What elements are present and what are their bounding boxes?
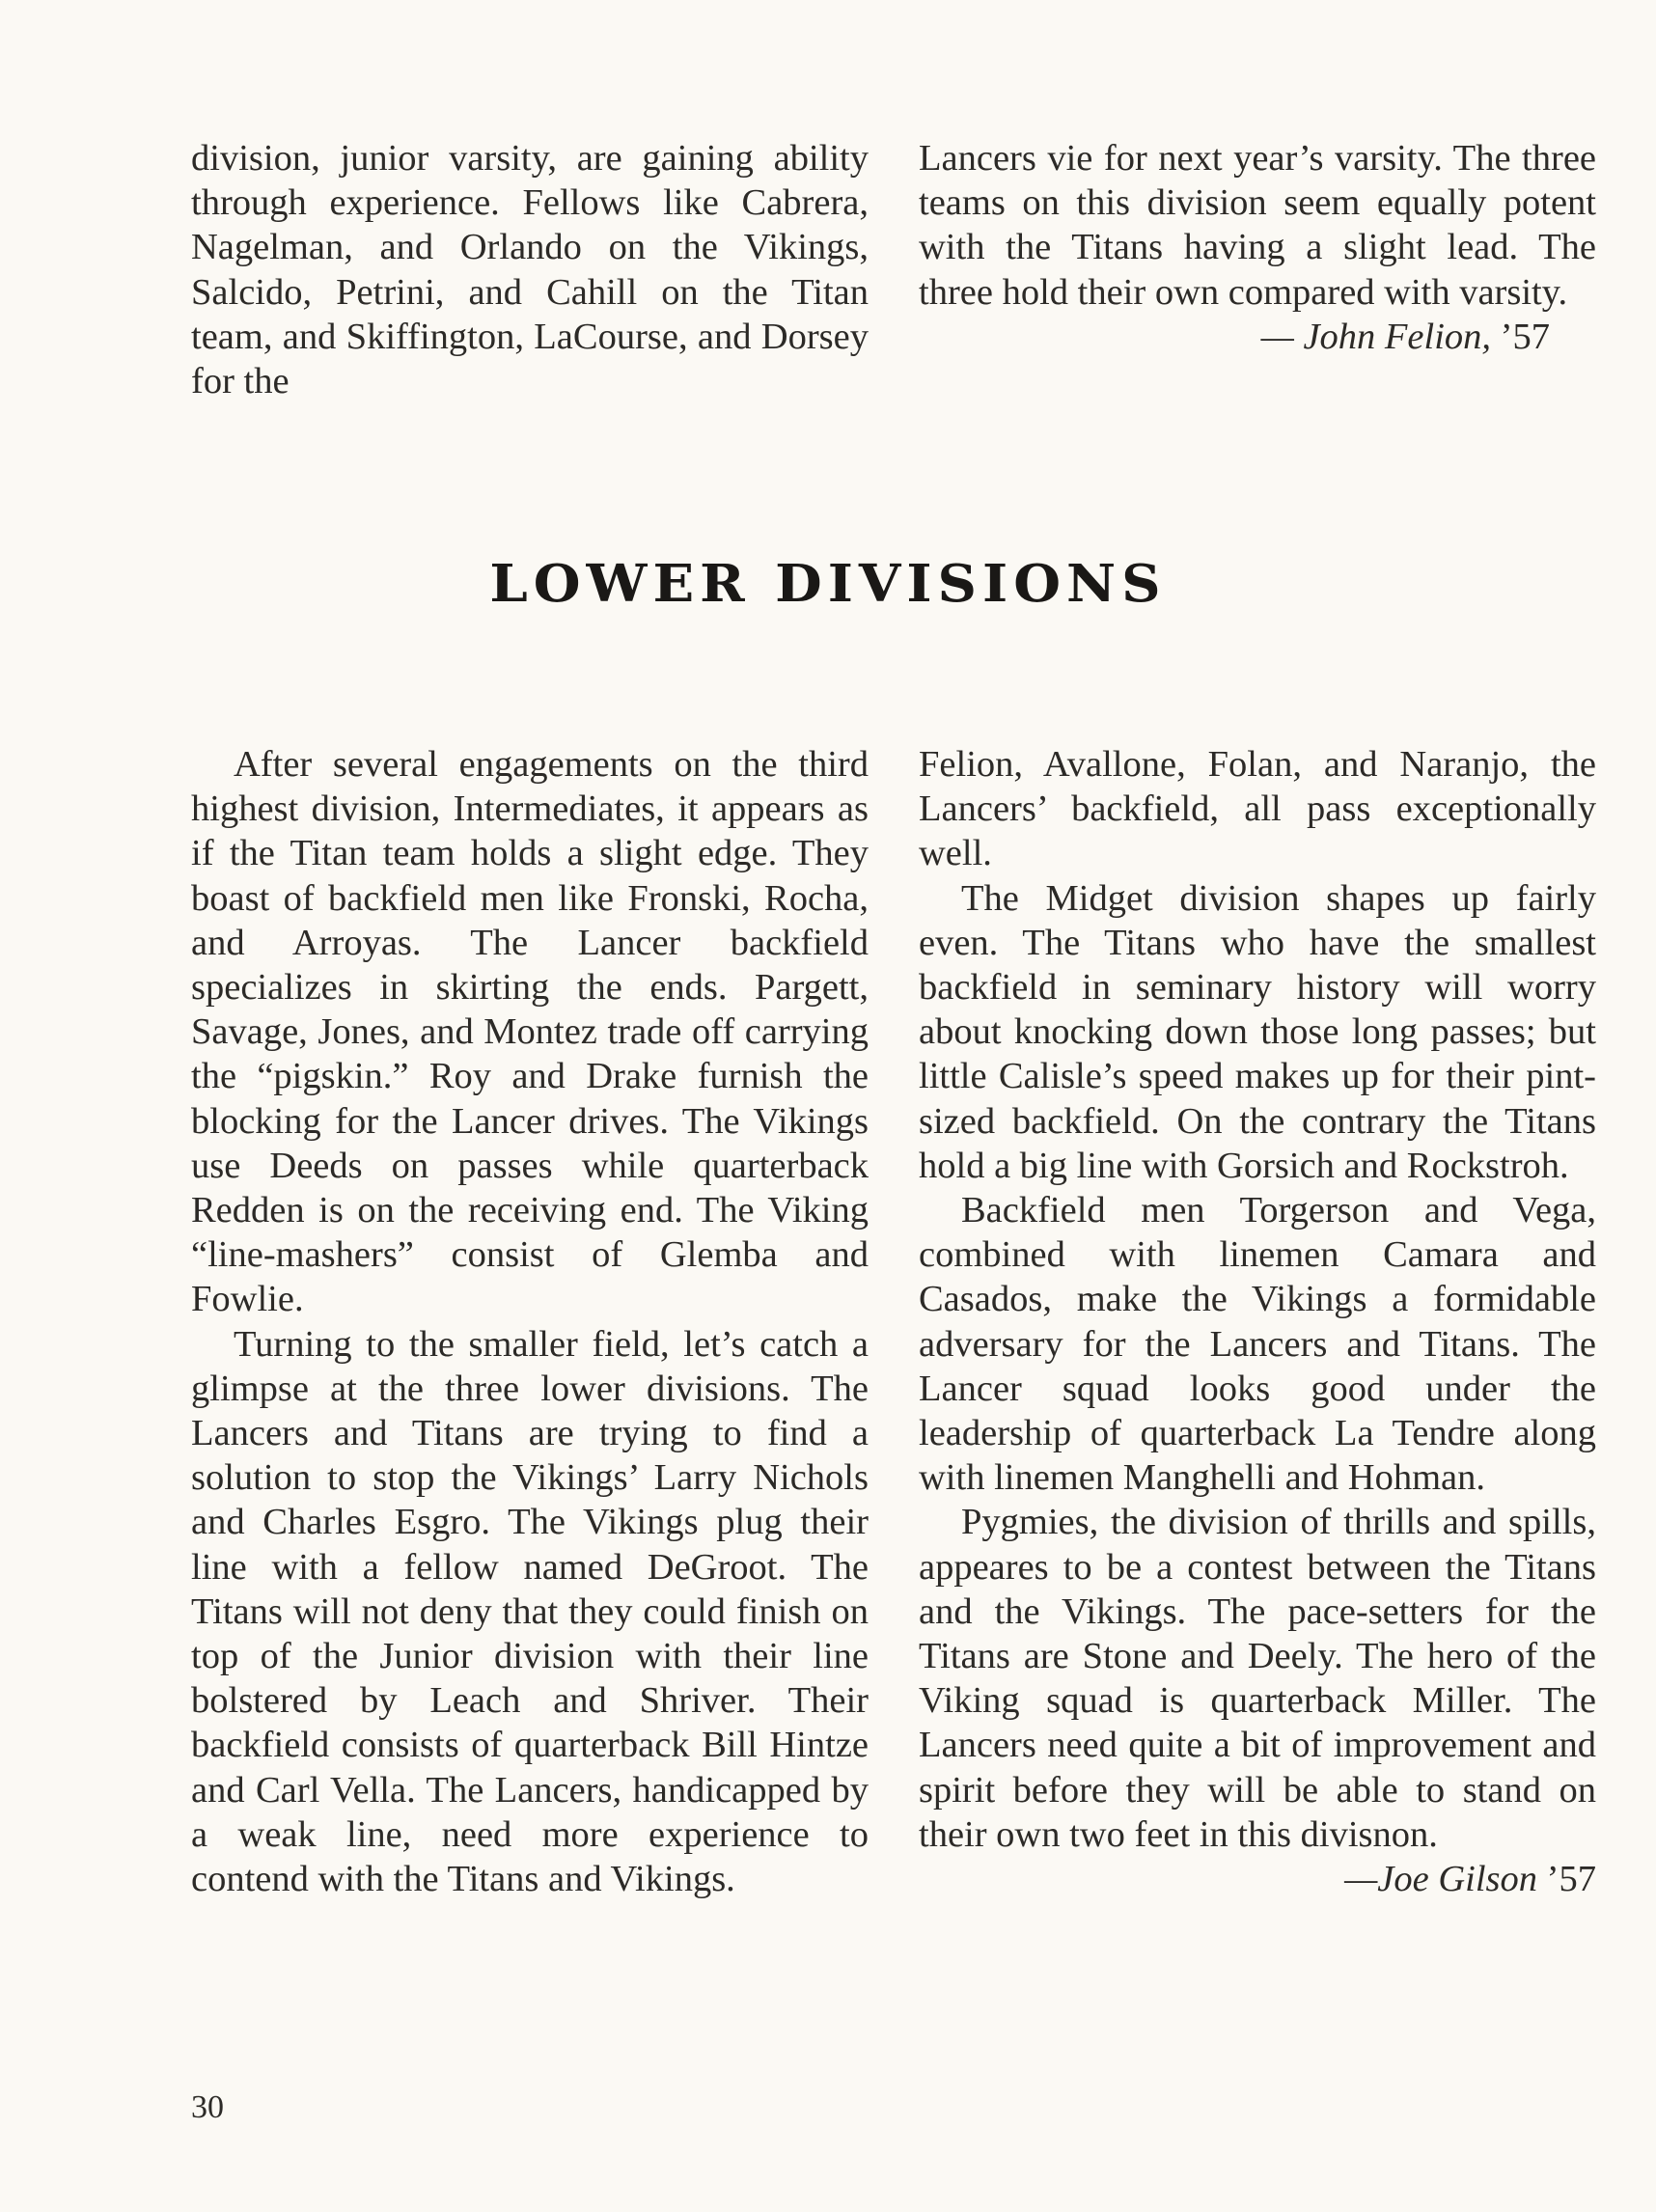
article-paragraph: After several engagements on the third highest division, Intermediates, it appears as if the Titan team holds a slight edge. They boast of backfield men like Fronski, Rocha, and Arroyas. The Lancer backfield specializes in skirting the ends. Pargett, Savage, Jones, and Montez trade off carrying the “pigskin.” Roy and Drake furnish the blocking for the Lancer drives. The Vikings use Deeds on passes while quarterback Redden is on the receiving end. The Viking “line-mashers” consist of Glemba and Fowlie.: [191, 744, 869, 1320]
top-right-column: [919, 136, 1596, 359]
section-heading: LOWER DIVISIONS: [489, 553, 1167, 615]
article-paragraph: The Midget division shapes up fairly even. The Titans who have the smallest backfield in seminary history will worry about knocking down those long passes; but little Calisle’s speed makes up for their pint-sized backfield. On the contrary the Titans hold a big line with Gorsich and Rockstroh.: [919, 877, 1596, 1186]
article-signature-year: ’57: [1546, 1859, 1596, 1900]
top-right-paragraph: Lancers vie for next year’s varsity. The three teams on this division seem equally potent with the Titans having a slight lead. The three hold their own compared with varsity.: [919, 138, 1596, 313]
top-left-column: [191, 136, 869, 403]
article-right-column: [919, 742, 1596, 1901]
article-signature: [919, 1857, 1596, 1901]
top-signature-year: ’57: [1500, 316, 1550, 357]
top-signature: [919, 315, 1596, 359]
page-number: 30: [191, 2089, 224, 2125]
article-paragraph: Turning to the smaller field, let’s catch a glimpse at the three lower divisions. The Lancers and Titans are trying to find a solution to stop the Vikings’ Larry Nichols and Charles Esgro. The Vikings plug their line with a fellow named DeGroot. The Titans will not deny that they could finish on top of the Junior division with their line bolstered by Leach and Shriver. Their backfield consists of quarterback Bill Hintze and Carl Vella. The Lancers, handicapped by a weak line, need more experience to contend with the Titans and Vikings.: [191, 1323, 869, 1900]
article-paragraph: Pygmies, the division of thrills and spills, appeares to be a contest between the Titans and the Vikings. The pace-setters for the Titans are Stone and Deely. The hero of the Viking squad is quarterback Miller. The Lancers need quite a bit of improvement and spirit before they will be able to stand on their own two feet in this divisnon.: [919, 1502, 1596, 1855]
article-left-column: [191, 742, 869, 1901]
top-left-paragraph: division, junior varsity, are gaining ability through experience. Fellows like Cabrera, Nagelman, and Orlando on the Vikings, Salcido, Petrini, and Cahill on the Titan team, and Skiffington, LaCourse, and Dorsey for the: [191, 138, 869, 402]
article-signature-name: —Joe Gilson: [1344, 1859, 1538, 1900]
article-paragraph: Felion, Avallone, Folan, and Naranjo, the Lancers’ backfield, all pass exceptionally well.: [919, 744, 1596, 874]
top-signature-name: — John Felion,: [1260, 316, 1492, 357]
article-paragraph: Backfield men Torgerson and Vega, combined with linemen Camara and Casados, make the Vikings a formidable adversary for the Lancers and Titans. The Lancer squad looks good under the leadership of quarterback La Tendre along with linemen Manghelli and Hohman.: [919, 1190, 1596, 1499]
